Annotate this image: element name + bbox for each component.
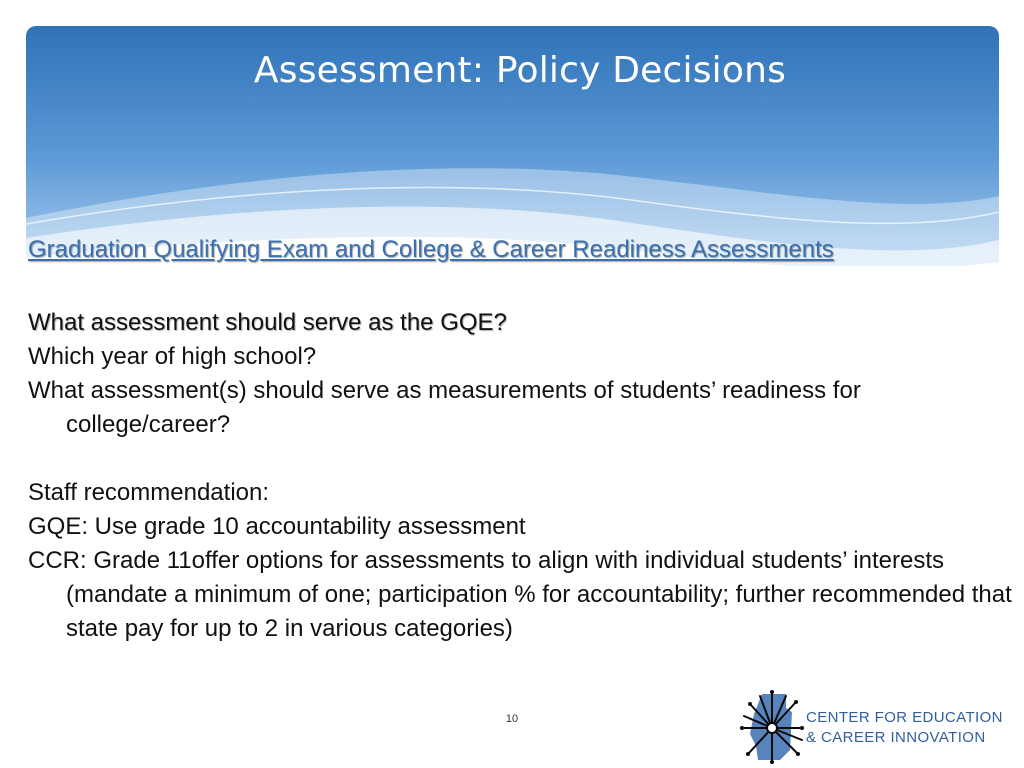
starburst-logo-icon <box>740 690 804 764</box>
slide-body <box>28 306 1018 646</box>
question-year: Which year of high school? <box>28 343 317 370</box>
recommendation-heading: Staff recommendation: <box>28 479 270 506</box>
logo-line-2: & CAREER INNOVATION <box>806 729 986 746</box>
question-gqe: What assessment should serve as the GQE? <box>28 309 507 336</box>
recommendation-ccr: CCR: Grade 11offer options for assessments to align with individual students’ interests (mandate a minimum of one; participation % for accountability; further recommended that state pay for up to 2 in various categories) <box>28 547 1012 642</box>
organization-logo <box>740 690 1010 764</box>
page-number: 10 <box>505 713 519 725</box>
question-readiness: What assessment(s) should serve as measurements of students’ readiness for college/career? <box>28 377 861 438</box>
logo-line-1: CENTER FOR EDUCATION <box>806 709 1003 726</box>
slide-subtitle: Graduation Qualifying Exam and College & Career Readiness Assessments <box>28 236 834 263</box>
spacer <box>28 442 1018 476</box>
logo-text <box>806 708 1003 748</box>
slide-title: Assessment: Policy Decisions <box>253 50 787 91</box>
recommendation-gqe: GQE: Use grade 10 accountability assessment <box>28 513 526 540</box>
